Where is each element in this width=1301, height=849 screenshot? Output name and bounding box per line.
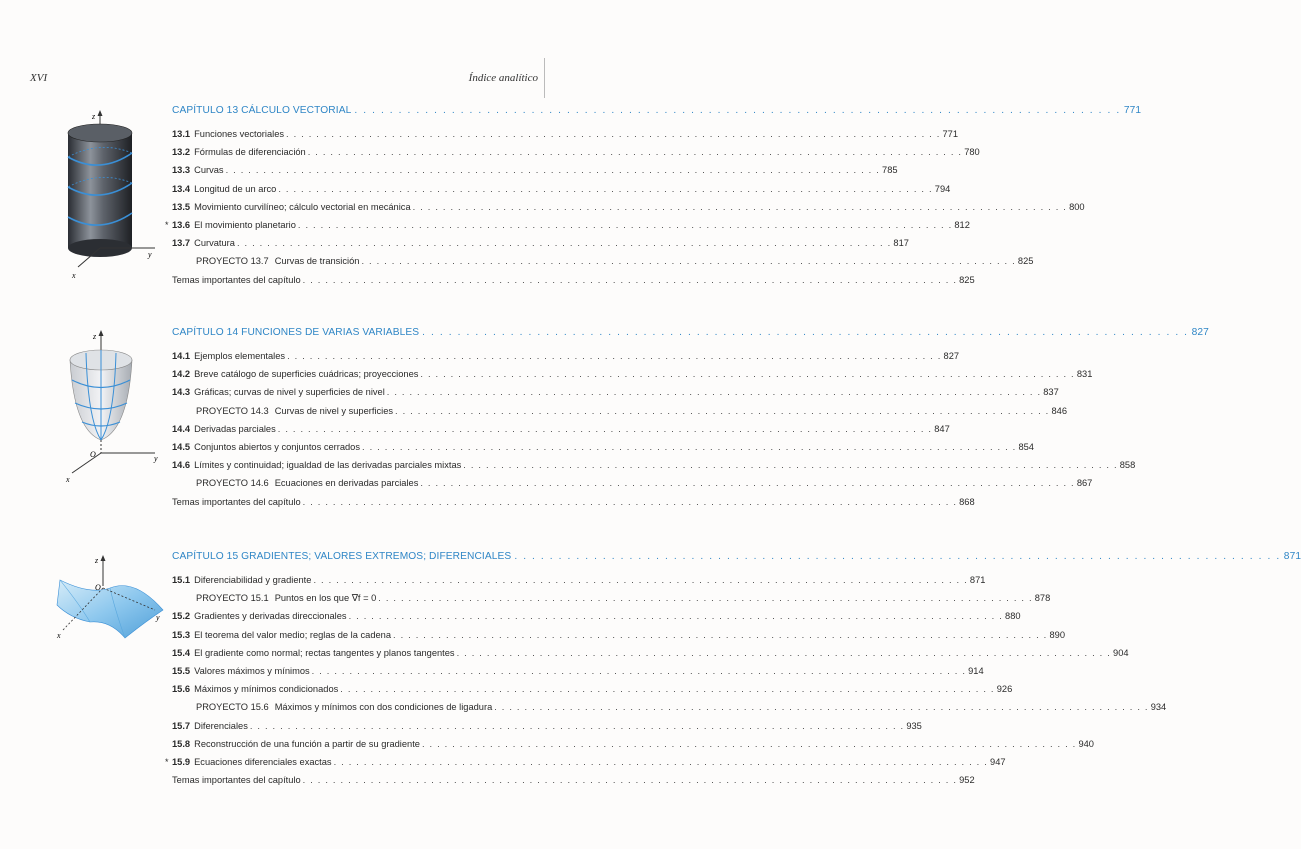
entry-page-number: 817 — [893, 238, 909, 249]
section-entry[interactable] — [172, 420, 950, 438]
leader-dots: . . . . . . . . . . . . . . . . . . . . . . . . . . . . . . . . . . . . . . . . . . . . . . . . . . . . . . . . . . . . . . . . . . . . . . . . . . . . . . . . . . . . . . . — [278, 183, 933, 194]
project-label: PROYECTO 13.7 — [196, 256, 269, 267]
x-axis-label: x — [72, 271, 76, 280]
chapter-title-row[interactable] — [172, 546, 1301, 562]
y-axis-label: y — [156, 613, 160, 622]
y-axis-label: y — [154, 454, 158, 463]
section-entry[interactable] — [165, 753, 1006, 771]
section-number: 15.3 — [172, 629, 191, 640]
entry-page-number: 794 — [934, 183, 951, 194]
entry-title: Gradientes y derivadas direccionales — [194, 611, 347, 622]
leader-dots: . . . . . . . . . . . . . . . . . . . . . . . . . . . . . . . . . . . . . . . . . . . . . . . . . . . . . . . . . . . . . . . . . . . . . . . . . . . . . . . . . . . . . . . — [302, 496, 958, 507]
z-axis-label: z — [93, 332, 97, 341]
leader-dots: . . . . . . . . . . . . . . . . . . . . . . . . . . . . . . . . . . . . . . . . . . . . . . . . . . . . . . . . . . . . . . . . . . . . . . . . . . . . . . . . . . . . . . . — [297, 220, 953, 231]
entry-title: Derivadas parciales — [194, 423, 276, 434]
chapter-title: CAPÍTULO 13 CÁLCULO VECTORIAL — [172, 105, 352, 116]
entry-title: Funciones vectoriales — [194, 129, 285, 140]
leader-dots: . . . . . . . . . . . . . . . . . . . . . . . . . . . . . . . . . . . . . . . . . . . . . . . . . . . . . . . . . . . . . . . . . . . . . . . . . . . . . . . . . . . . . . . — [307, 147, 963, 158]
running-header: Índice analítico — [468, 72, 538, 84]
leader-dots: . . . . . . . . . . . . . . . . . . . . . . . . . . . . . . . . . . . . . . . . . . . . . . . . . . . . . . . . . . . . . . . . . . . . . . . . . . . . . . . . . . . . . . . — [378, 593, 1033, 604]
entry-title: El gradiente como normal; rectas tangentes y planos tangentes — [194, 647, 455, 658]
section-entry[interactable] — [172, 680, 1013, 698]
leader-dots: . . . . . . . . . . . . . . . . . . . . . . . . . . . . . . . . . . . . . . . . . . . . . . . . . . . . . . . . . . . . . . . . . . . . . . . . . . . . . . . . . . . . . . . — [514, 551, 1281, 562]
section-number: 13.4 — [172, 183, 191, 194]
section-entry[interactable] — [172, 438, 1034, 456]
leader-dots: . . . . . . . . . . . . . . . . . . . . . . . . . . . . . . . . . . . . . . . . . . . . . . . . . . . . . . . . . . . . . . . . . . . . . . . . . . . . . . . . . . . . . . . — [302, 775, 958, 786]
leader-dots: . . . . . . . . . . . . . . . . . . . . . . . . . . . . . . . . . . . . . . . . . . . . . . . . . . . . . . . . . . . . . . . . . . . . . . . . . . . . . . . . . . . . . . . — [362, 442, 1017, 453]
section-number: 13.7 — [172, 238, 191, 249]
project-entry[interactable] — [172, 589, 1051, 607]
y-axis-label: y — [148, 250, 152, 259]
section-number: 13.6 — [172, 220, 191, 231]
leader-dots: . . . . . . . . . . . . . . . . . . . . . . . . . . . . . . . . . . . . . . . . . . . . . . . . . . . . . . . . . . . . . . . . . . . . . . . . . . . . . . . . . . . . . . . — [287, 351, 942, 362]
section-entry[interactable] — [172, 493, 975, 511]
project-entry[interactable] — [172, 402, 1067, 420]
entry-title: Máximos y mínimos con dos condiciones de ligadura — [274, 702, 493, 713]
section-number: 14.2 — [172, 369, 191, 380]
cylinder-helix-figure — [60, 105, 170, 285]
entry-page-number: 878 — [1034, 593, 1051, 604]
leader-dots: . . . . . . . . . . . . . . . . . . . . . . . . . . . . . . . . . . . . . . . . . . . . . . . . . . . . . . . . . . . . . . . . . . . . . . . . . . . . . . . . . . . . . . . — [286, 129, 941, 140]
section-entry[interactable] — [172, 644, 1129, 662]
section-entry[interactable] — [172, 234, 909, 252]
z-axis-label: z — [92, 112, 96, 121]
entry-title: Reconstrucción de una función a partir de su gradiente — [194, 738, 420, 749]
section-entry[interactable] — [172, 735, 1094, 753]
optional-section-marker: * — [165, 756, 169, 767]
entry-title: Ejemplos elementales — [194, 351, 286, 362]
section-number: 13.1 — [172, 129, 191, 140]
entry-title: Temas importantes del capítulo — [172, 775, 301, 786]
leader-dots: . . . . . . . . . . . . . . . . . . . . . . . . . . . . . . . . . . . . . . . . . . . . . . . . . . . . . . . . . . . . . . . . . . . . . . . . . . . . . . . . . . . . . . . — [225, 165, 881, 176]
entry-title: Temas importantes del capítulo — [172, 496, 301, 507]
section-number: 15.1 — [172, 575, 191, 586]
entry-title: Curvas de nivel y superficies — [274, 405, 394, 416]
entry-title: Conjuntos abiertos y conjuntos cerrados — [194, 442, 360, 453]
entry-page-number: 825 — [1017, 256, 1034, 267]
leader-dots: . . . . . . . . . . . . . . . . . . . . . . . . . . . . . . . . . . . . . . . . . . . . . . . . . . . . . . . . . . . . . . . . . . . . . . . . . . . . . . . . . . . . . . . — [393, 629, 1048, 640]
section-number: 13.2 — [172, 147, 191, 158]
project-label: PROYECTO 15.6 — [196, 702, 269, 713]
section-entry[interactable] — [172, 662, 984, 680]
leader-dots: . . . . . . . . . . . . . . . . . . . . . . . . . . . . . . . . . . . . . . . . . . . . . . . . . . . . . . . . . . . . . . . . . . . . . . . . . . . . . . . . . . . . . . . — [422, 327, 1189, 338]
section-number: 15.6 — [172, 684, 191, 695]
entry-title: Breve catálogo de superficies cuádricas; proyecciones — [194, 369, 419, 380]
origin-label: O — [95, 583, 101, 592]
section-entry[interactable] — [172, 571, 986, 589]
leader-dots: . . . . . . . . . . . . . . . . . . . . . . . . . . . . . . . . . . . . . . . . . . . . . . . . . . . . . . . . . . . . . . . . . . . . . . . . . . . . . . . . . . . . . . . — [313, 575, 968, 586]
entry-title: Límites y continuidad; igualdad de las derivadas parciales mixtas — [194, 460, 462, 471]
entry-title: Ecuaciones en derivadas parciales — [274, 478, 419, 489]
leader-dots: . . . . . . . . . . . . . . . . . . . . . . . . . . . . . . . . . . . . . . . . . . . . . . . . . . . . . . . . . . . . . . . . . . . . . . . . . . . . . . . . . . . . . . . — [463, 460, 1118, 471]
entry-title: Puntos en los que ∇f = 0 — [274, 592, 377, 603]
entry-page-number: 837 — [1043, 387, 1059, 398]
leader-dots: . . . . . . . . . . . . . . . . . . . . . . . . . . . . . . . . . . . . . . . . . . . . . . . . . . . . . . . . . . . . . . . . . . . . . . . . . . . . . . . . . . . . . . . — [421, 738, 1077, 749]
leader-dots: . . . . . . . . . . . . . . . . . . . . . . . . . . . . . . . . . . . . . . . . . . . . . . . . . . . . . . . . . . . . . . . . . . . . . . . . . . . . . . . . . . . . . . . — [420, 478, 1075, 489]
section-number: 14.6 — [172, 460, 191, 471]
section-entry[interactable] — [172, 365, 1093, 383]
section-number: 15.5 — [172, 666, 191, 677]
chapter-page-number: 871 — [1283, 551, 1301, 562]
section-number: 14.1 — [172, 351, 191, 362]
entry-title: Máximos y mínimos condicionados — [194, 684, 339, 695]
leader-dots: . . . . . . . . . . . . . . . . . . . . . . . . . . . . . . . . . . . . . . . . . . . . . . . . . . . . . . . . . . . . . . . . . . . . . . . . . . . . . . . . . . . . . . . — [340, 684, 995, 695]
entry-page-number: 780 — [964, 147, 980, 158]
section-number: 14.3 — [172, 387, 191, 398]
page-edge-line — [544, 58, 545, 98]
chapter-13-section — [165, 100, 1142, 289]
section-number: 14.5 — [172, 442, 191, 453]
section-entry[interactable] — [172, 771, 975, 789]
entry-page-number: 858 — [1119, 460, 1136, 471]
section-entry[interactable] — [172, 626, 1065, 644]
entry-title: Curvatura — [194, 238, 235, 249]
section-entry[interactable] — [172, 347, 960, 365]
section-entry[interactable] — [165, 216, 970, 234]
entry-title: Diferenciabilidad y gradiente — [194, 575, 312, 586]
section-number: 15.4 — [172, 647, 191, 658]
optional-section-marker: * — [165, 220, 169, 231]
section-entry[interactable] — [172, 180, 951, 198]
entry-page-number: 868 — [959, 496, 975, 507]
section-number: 15.8 — [172, 738, 191, 749]
leader-dots: . . . . . . . . . . . . . . . . . . . . . . . . . . . . . . . . . . . . . . . . . . . . . . . . . . . . . . . . . . . . . . . . . . . . . . . . . . . . . . . . . . . . . . . — [395, 405, 1050, 416]
leader-dots: . . . . . . . . . . . . . . . . . . . . . . . . . . . . . . . . . . . . . . . . . . . . . . . . . . . . . . . . . . . . . . . . . . . . . . . . . . . . . . . . . . . . . . . — [311, 666, 967, 677]
section-entry[interactable] — [172, 717, 922, 735]
page-number: XVI — [30, 72, 48, 84]
entry-page-number: 800 — [1069, 201, 1085, 212]
chapter-title-row[interactable] — [172, 100, 1142, 116]
project-entry[interactable] — [172, 698, 1167, 716]
entry-title: El teorema del valor medio; reglas de la cadena — [194, 629, 392, 640]
entry-title: El movimiento planetario — [194, 220, 296, 231]
entry-page-number: 904 — [1113, 647, 1129, 658]
origin-label: O — [90, 450, 96, 459]
leader-dots: . . . . . . . . . . . . . . . . . . . . . . . . . . . . . . . . . . . . . . . . . . . . . . . . . . . . . . . . . . . . . . . . . . . . . . . . . . . . . . . . . . . . . . . — [348, 611, 1004, 622]
section-number: 15.7 — [172, 720, 191, 731]
leader-dots: . . . . . . . . . . . . . . . . . . . . . . . . . . . . . . . . . . . . . . . . . . . . . . . . . . . . . . . . . . . . . . . . . . . . . . . . . . . . . . . . . . . . . . . — [386, 387, 1042, 398]
entry-page-number: 934 — [1150, 702, 1167, 713]
chapter-15-section — [165, 546, 1301, 789]
entry-page-number: 827 — [943, 351, 960, 362]
chapter-page-number: 771 — [1123, 105, 1142, 116]
section-entry[interactable] — [172, 143, 980, 161]
leader-dots: . . . . . . . . . . . . . . . . . . . . . . . . . . . . . . . . . . . . . . . . . . . . . . . . . . . . . . . . . . . . . . . . . . . . . . . . . . . . . . . . . . . . . . . — [494, 702, 1149, 713]
section-number: 15.9 — [172, 756, 191, 767]
entry-page-number: 831 — [1076, 369, 1093, 380]
paraboloid-figure — [60, 325, 170, 485]
chapter-page-number: 827 — [1191, 327, 1209, 338]
chapter-title: CAPÍTULO 14 FUNCIONES DE VARIAS VARIABLES — [172, 327, 420, 338]
entry-page-number: 940 — [1078, 738, 1094, 749]
entry-title: Curvas de transición — [274, 256, 360, 267]
entry-page-number: 846 — [1051, 405, 1067, 416]
entry-title: Gráficas; curvas de nivel y superficies de nivel — [194, 387, 385, 398]
entry-title: Temas importantes del capítulo — [172, 274, 301, 285]
entry-title: Fórmulas de diferenciación — [194, 147, 306, 158]
leader-dots: . . . . . . . . . . . . . . . . . . . . . . . . . . . . . . . . . . . . . . . . . . . . . . . . . . . . . . . . . . . . . . . . . . . . . . . . . . . . . . . . . . . . . . . — [302, 274, 958, 285]
leader-dots: . . . . . . . . . . . . . . . . . . . . . . . . . . . . . . . . . . . . . . . . . . . . . . . . . . . . . . . . . . . . . . . . . . . . . . . . . . . . . . . . . . . . . . . — [361, 256, 1016, 267]
saddle-surface-figure — [55, 550, 170, 645]
leader-dots: . . . . . . . . . . . . . . . . . . . . . . . . . . . . . . . . . . . . . . . . . . . . . . . . . . . . . . . . . . . . . . . . . . . . . . . . . . . . . . . . . . . . . . . — [420, 369, 1075, 380]
entry-page-number: 825 — [959, 274, 975, 285]
entry-page-number: 812 — [954, 220, 970, 231]
entry-page-number: 952 — [959, 775, 975, 786]
entry-title: Valores máximos y mínimos — [194, 666, 310, 677]
leader-dots: . . . . . . . . . . . . . . . . . . . . . . . . . . . . . . . . . . . . . . . . . . . . . . . . . . . . . . . . . . . . . . . . . . . . . . . . . . . . . . . . . . . . . . . — [236, 238, 892, 249]
entry-title: Ecuaciones diferenciales exactas — [194, 756, 332, 767]
project-label: PROYECTO 14.6 — [196, 478, 269, 489]
section-entry[interactable] — [172, 271, 975, 289]
leader-dots: . . . . . . . . . . . . . . . . . . . . . . . . . . . . . . . . . . . . . . . . . . . . . . . . . . . . . . . . . . . . . . . . . . . . . . . . . . . . . . . . . . . . . . . — [456, 647, 1112, 658]
entry-title: Curvas — [194, 165, 224, 176]
section-entry[interactable] — [172, 161, 898, 179]
section-number: 14.4 — [172, 423, 191, 434]
entry-title: Movimiento curvilíneo; cálculo vectorial en mecánica — [194, 201, 411, 212]
entry-page-number: 926 — [996, 684, 1013, 695]
entry-page-number: 871 — [969, 575, 986, 586]
section-entry[interactable] — [172, 383, 1059, 401]
leader-dots: . . . . . . . . . . . . . . . . . . . . . . . . . . . . . . . . . . . . . . . . . . . . . . . . . . . . . . . . . . . . . . . . . . . . . . . . . . . . . . . . . . . . . . . — [249, 720, 905, 731]
entry-page-number: 867 — [1076, 478, 1093, 489]
entry-page-number: 847 — [934, 423, 950, 434]
section-entry[interactable] — [172, 607, 1021, 625]
section-entry[interactable] — [172, 198, 1085, 216]
project-entry[interactable] — [172, 252, 1034, 270]
z-axis-label: z — [95, 556, 99, 565]
entry-page-number: 947 — [990, 756, 1006, 767]
entry-title: Diferenciales — [194, 720, 248, 731]
entry-page-number: 771 — [942, 129, 959, 140]
leader-dots: . . . . . . . . . . . . . . . . . . . . . . . . . . . . . . . . . . . . . . . . . . . . . . . . . . . . . . . . . . . . . . . . . . . . . . . . . . . . . . . . . . . . . . . — [354, 105, 1121, 116]
section-number: 13.3 — [172, 165, 191, 176]
project-label: PROYECTO 14.3 — [196, 405, 269, 416]
project-entry[interactable] — [172, 474, 1093, 492]
leader-dots: . . . . . . . . . . . . . . . . . . . . . . . . . . . . . . . . . . . . . . . . . . . . . . . . . . . . . . . . . . . . . . . . . . . . . . . . . . . . . . . . . . . . . . . — [333, 756, 989, 767]
chapter-14-section — [172, 322, 1209, 511]
x-axis-label: x — [57, 631, 61, 640]
section-entry[interactable] — [172, 456, 1136, 474]
entry-page-number: 935 — [906, 720, 922, 731]
leader-dots: . . . . . . . . . . . . . . . . . . . . . . . . . . . . . . . . . . . . . . . . . . . . . . . . . . . . . . . . . . . . . . . . . . . . . . . . . . . . . . . . . . . . . . . — [277, 423, 933, 434]
section-number: 13.5 — [172, 201, 191, 212]
x-axis-label: x — [66, 475, 70, 484]
chapter-title: CAPÍTULO 15 GRADIENTES; VALORES EXTREMOS; DIFERENCIALES — [172, 551, 512, 562]
entry-page-number: 880 — [1005, 611, 1021, 622]
leader-dots: . . . . . . . . . . . . . . . . . . . . . . . . . . . . . . . . . . . . . . . . . . . . . . . . . . . . . . . . . . . . . . . . . . . . . . . . . . . . . . . . . . . . . . . — [412, 201, 1068, 212]
chapter-title-row[interactable] — [172, 322, 1209, 338]
entry-page-number: 914 — [968, 666, 984, 677]
entry-page-number: 890 — [1049, 629, 1065, 640]
entry-title: Longitud de un arco — [194, 183, 277, 194]
section-number: 15.2 — [172, 611, 191, 622]
entry-page-number: 854 — [1018, 442, 1034, 453]
section-entry[interactable] — [172, 125, 959, 143]
project-label: PROYECTO 15.1 — [196, 593, 269, 604]
entry-page-number: 785 — [882, 165, 898, 176]
